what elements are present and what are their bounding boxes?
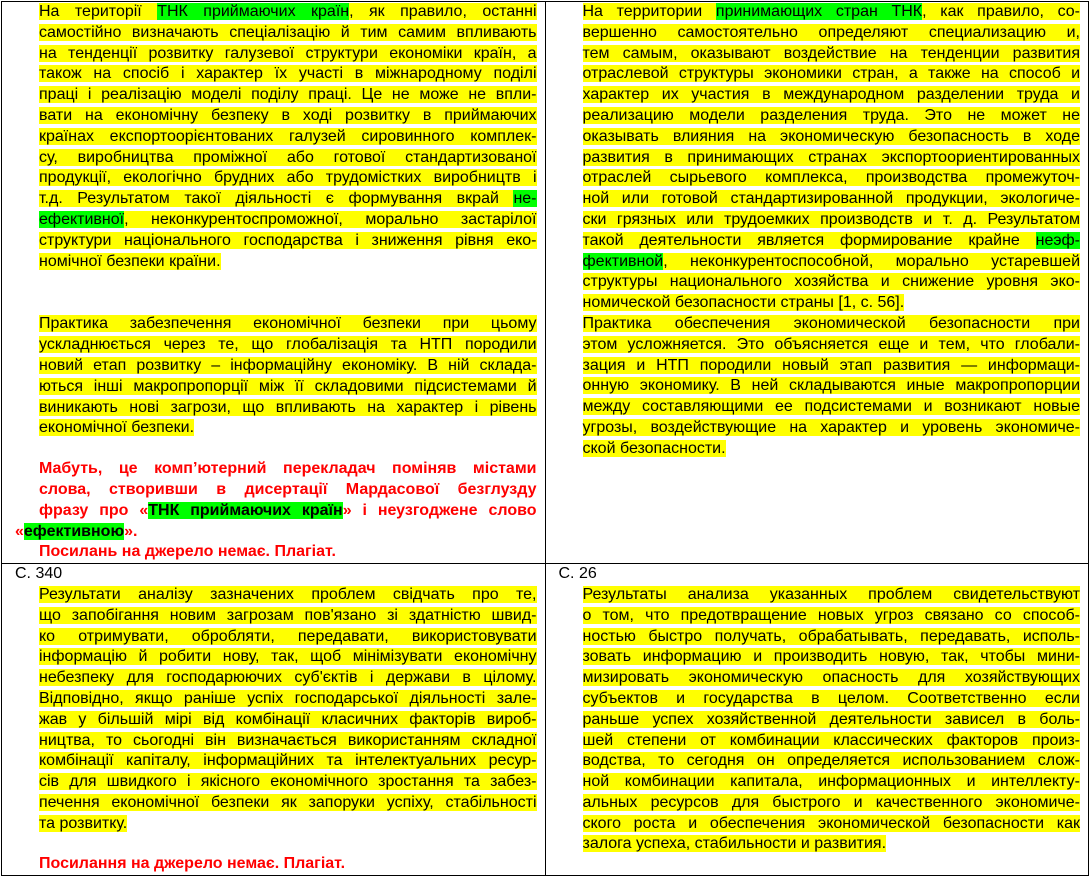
text-line: ко отримувати, обробляти, передавати, використовувати xyxy=(39,627,537,645)
text-span: фразу про « xyxy=(39,501,149,519)
text-span: , неконкурентоспроможної, морально застарілої xyxy=(124,210,537,228)
text-line: ски грязных или трудоемких производств и т. д. Результатом xyxy=(582,210,1080,228)
table-row xyxy=(2,2,1089,564)
ukrainian-text-cell xyxy=(2,2,546,564)
russian-paragraph-2 xyxy=(559,314,1081,460)
text-line: раньше успех хозяйственной деятельности зависел в боль- xyxy=(582,710,1080,728)
ukrainian-paragraph-3 xyxy=(15,585,537,835)
plagiarism-comment xyxy=(15,854,537,875)
text-line: су, виробництва проміжної або готової стандартизованої xyxy=(39,148,537,166)
text-line: о том, что предотвращение новых угроз связано со способ- xyxy=(582,606,1080,624)
text-line: ються інші макропропорції між її складовими підсистемами й xyxy=(39,377,537,395)
highlighted-phrase: принимающих стран ТНК xyxy=(715,3,923,20)
text-line: ского роста и обеспечения экономической безопасности как xyxy=(582,814,1080,832)
text-span: , неконкурентоспособной, морально устаревшей xyxy=(663,252,1080,270)
highlighted-word: неэф- xyxy=(1035,231,1080,249)
text-line: інформацію й робити нову, так, щоб мінімізувати економічну xyxy=(39,648,537,666)
highlighted-word: не- xyxy=(513,190,537,208)
text-line: вершенно самостоятельно определяют специализацию и, xyxy=(582,23,1080,41)
text-line: праці і реалізацію моделі поділу праці. Це не може не впли- xyxy=(39,86,537,104)
text-line: комбінації капіталу, інформаційних та інтелектуальних ресур- xyxy=(39,752,537,770)
text-span: , як правило, останні xyxy=(349,3,537,20)
text-line: ностью быстро получать, обрабатывать, передавать, исполь- xyxy=(582,627,1080,645)
highlighted-phrase: ТНК приймаючих країн xyxy=(148,501,343,519)
text-line: та розвитку. xyxy=(39,814,128,832)
text-line: отраслевой структуры экономики стран, а также на способ и xyxy=(582,65,1080,83)
text-line: також на спосіб і характер їх участі в міжнародному поділі xyxy=(39,65,537,83)
text-line: альных ресурсов для быстрого и качественного экономиче- xyxy=(582,793,1080,811)
text-span: ». xyxy=(124,522,138,540)
page-reference: С. 340 xyxy=(15,565,63,583)
text-line: самостійно визначають спеціалізацію й тим самим впливають xyxy=(39,23,537,41)
highlighted-phrase: ТНК приймаючих країн xyxy=(157,3,350,20)
russian-paragraph-3 xyxy=(559,585,1081,855)
text-line: структуры национального хозяйства и снижение уровня эко- xyxy=(582,273,1080,291)
text-line: Мабуть, це комп’ютерний перекладач поміняв містами xyxy=(39,460,537,478)
highlighted-word: ефективної xyxy=(39,210,125,228)
text-line: продукції, екологічно брудних або трудомістких виробництв і xyxy=(39,169,537,187)
table-row xyxy=(2,564,1089,876)
text-span: , как правило, со- xyxy=(922,3,1080,20)
text-line: водства, то сегодня он определяется использованием слож- xyxy=(582,752,1080,770)
text-line: жав у більшій мірі від комбінації класичних факторів вироб- xyxy=(39,710,537,728)
ukrainian-paragraph-2 xyxy=(15,314,537,439)
text-line: Відповідно, якщо раніше успіх господарської діяльності зале- xyxy=(39,689,537,707)
text-line: онную экономику. В ней складываются иные макропропорции xyxy=(582,377,1080,395)
highlighted-word: фективной xyxy=(582,252,664,270)
text-line: що запобігання новим загрозам пов'язано зі здатністю швид- xyxy=(39,606,537,624)
text-line: этом усложняется. Это объясняется еще и тем, что глобали- xyxy=(582,335,1080,353)
text-line: отраслей сырьевого комплекса, производства промежуточ- xyxy=(582,169,1080,187)
text-line: печення економічної безпеки як запоруки успіху, стабільності xyxy=(39,793,537,811)
text-line: структури національного господарства і зниження рівня еко- xyxy=(39,231,537,249)
text-line: развития в принимающих странах экспортоориентированных xyxy=(582,148,1080,166)
text-line: Результати аналізу зазначених проблем свідчать про те, xyxy=(39,585,537,603)
text-line: оказывать влияния на экономическую безопасность в ходе xyxy=(582,127,1080,145)
text-line: мизировать экономическую опасность для хозяйствующих xyxy=(582,669,1080,687)
text-line: Результаты анализа указанных проблем свидетельствуют xyxy=(582,585,1080,603)
text-line: залога успеха, стабильности и развития. xyxy=(582,835,887,853)
text-span: « xyxy=(15,522,24,540)
text-line: ской безопасности. xyxy=(582,439,726,457)
text-line: ництва, то сьогодні він визначається використанням складної xyxy=(39,731,537,749)
text-line: виникають нові загрози, що впливають на характер і рівень xyxy=(39,398,537,416)
text-line: характер их участия в международном разделении труда и xyxy=(582,86,1080,104)
text-line: зовать информацию и производить новую, так, чтобы мини- xyxy=(582,648,1080,666)
text-line: реализацию модели разделения труда. Это не может не xyxy=(582,106,1080,124)
text-line: новий етап розвитку – інформаційну економіку. В ній склада- xyxy=(39,356,537,374)
comparison-table xyxy=(1,1,1089,876)
no-source-verdict: Посилання на джерело немає. Плагіат. xyxy=(39,855,346,873)
text-line: номической безопасности страны [1, с. 56]. xyxy=(582,294,905,312)
text-line: шей степени от комбинации классических факторов произ- xyxy=(582,731,1080,749)
text-line: економічної безпеки. xyxy=(39,419,195,437)
text-line: Практика забезпечення економічної безпеки при цьому xyxy=(39,315,537,333)
text-line: Практика обеспечения экономической безопасности при xyxy=(582,314,1080,332)
text-line: небезпеку для господарюючих суб'єктів і держави в цілому. xyxy=(39,669,537,687)
text-line: країнах експортоорієнтованих галузей сировинного комплек- xyxy=(39,127,537,145)
page-reference: С. 26 xyxy=(558,565,597,583)
ukrainian-text-cell xyxy=(2,564,546,876)
russian-text-cell xyxy=(545,2,1089,564)
text-span: т.д. Результатом такої діяльності є формування вкрай xyxy=(39,190,514,208)
ukrainian-paragraph-1 xyxy=(15,2,537,272)
text-line: ной комбинации капитала, информационных и интеллекту- xyxy=(582,773,1080,791)
russian-paragraph-1 xyxy=(559,2,1081,314)
text-line: между составляющими ее подсистемами и возникают новые xyxy=(582,398,1080,416)
text-line: ной или готовой стандартизированной продукции, экологиче- xyxy=(582,190,1080,208)
russian-text-cell xyxy=(545,564,1089,876)
text-line: угрозы, воздействующие на характер и уровень экономиче- xyxy=(582,418,1080,436)
text-span: На території xyxy=(39,3,158,20)
text-line: номічної безпеки країни. xyxy=(39,252,221,270)
text-line: вати на економічну безпеку в ході розвитку в приймаючих xyxy=(39,106,537,124)
text-span: » і неузгоджене слово xyxy=(342,501,537,519)
text-span: На территории xyxy=(582,3,716,20)
text-line: слова, створивши в дисертації Мардасової безглузду xyxy=(39,480,537,498)
highlighted-word: ефективною xyxy=(23,522,125,540)
text-line: зация и НТП породили новый этап развития — информаци- xyxy=(582,356,1080,374)
text-line: ускладнюється через те, що глобалізація та НТП породили xyxy=(39,336,537,354)
no-source-verdict: Посилань на джерело немає. Плагіат. xyxy=(39,543,336,561)
text-line: сів для швидкого і якісного економічного зростання та забез- xyxy=(39,773,537,791)
plagiarism-comment xyxy=(15,459,537,563)
text-line: субъектов и государства в целом. Соответственно если xyxy=(582,689,1080,707)
text-line: на тенденції розвитку галузевої структури економіки країн, а xyxy=(39,44,537,62)
text-line: тем самым, оказывают воздействие на тенденции развития xyxy=(582,44,1080,62)
text-span: такой деятельности является формирование крайне xyxy=(582,231,1036,249)
